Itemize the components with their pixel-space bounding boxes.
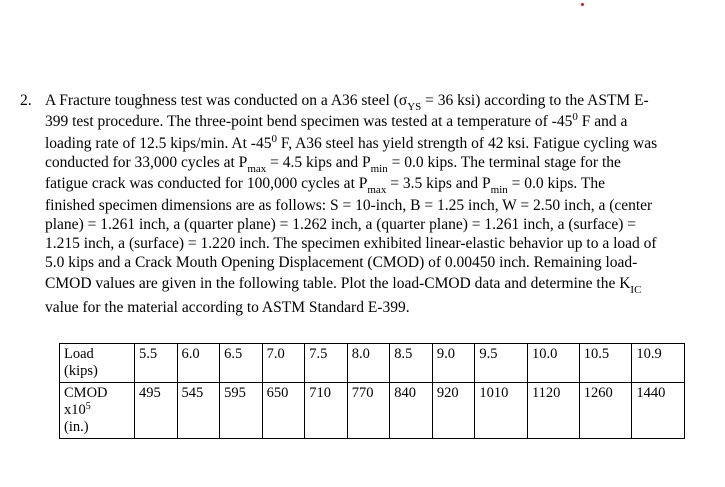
cmod-cell: 1260 [579, 383, 632, 439]
red-dot-mark [581, 3, 584, 6]
load-cell: 8.5 [390, 344, 433, 383]
question-number: 2. [20, 92, 32, 109]
cmod-cell: 1120 [527, 383, 579, 439]
load-cell: 6.5 [220, 344, 263, 383]
load-cell: 9.0 [432, 344, 475, 383]
line-2: 399 test procedure. The three-point bend specimen was tested at a temperature of $-45^0$ F and a [45, 111, 628, 130]
load-cmod-table [59, 343, 685, 439]
load-cell: 10.5 [579, 344, 632, 383]
line-6: finished specimen dimensions are as follows: S = 10-inch, B = 1.25 inch, W = 2.50 inch, a (center [45, 197, 653, 214]
cmod-cell: 1010 [475, 383, 528, 439]
load-cell: 7.5 [305, 344, 348, 383]
problem-statement [45, 91, 695, 320]
line-1: A Fracture toughness test was conducted on a A36 steel ($\sigma_{YS} = 36$ ksi) according to the ASTM E- [45, 92, 649, 113]
load-cell: 8.0 [347, 344, 390, 383]
line-3: loading rate of 12.5 kips/min. At $-45^0$ F, A36 steel has yield strength of 42 ksi. Fatigue cycling was [45, 133, 658, 152]
cmod-cell: 650 [262, 383, 305, 439]
line-4: conducted for 33,000 cycles at $P_{max} = 4.5$ kips and $P_{min} = 0.0$ kips. The terminal stage for the [45, 154, 621, 175]
cmod-header-cell: CMOD $x10^5$ (in.) [60, 383, 135, 439]
cmod-cell: 770 [347, 383, 390, 439]
table-row [60, 344, 685, 383]
load-cell: 9.5 [475, 344, 528, 383]
line-9: 5.0 kips and a Crack Mouth Opening Displacement (CMOD) of 0.00450 inch. Remaining load- [45, 254, 638, 271]
line-11: value for the material according to ASTM Standard E-399. [45, 299, 410, 316]
cmod-cell: 595 [220, 383, 263, 439]
load-cell: 7.0 [262, 344, 305, 383]
load-header-cell: Load (kips) [60, 344, 135, 383]
cmod-cell: 920 [432, 383, 475, 439]
cmod-cell: 1440 [632, 383, 685, 439]
cmod-cell: 710 [305, 383, 348, 439]
load-cell: 5.5 [135, 344, 178, 383]
line-5: fatigue crack was conducted for 100,000 cycles at $P_{max} = 3.5$ kips and $P_{min} = 0.0$ kips. The [45, 175, 605, 196]
table-row [60, 383, 685, 439]
load-cell: 6.0 [177, 344, 220, 383]
load-cell: 10.0 [527, 344, 579, 383]
line-10: CMOD values are given in the following table. Plot the load-CMOD data and determine the $K_{IC}$ [45, 275, 642, 296]
load-cell: 10.9 [632, 344, 685, 383]
cmod-cell: 840 [390, 383, 433, 439]
cmod-cell: 495 [135, 383, 178, 439]
cmod-cell: 545 [177, 383, 220, 439]
line-7: plane) = 1.261 inch, a (quarter plane) = 1.262 inch, a (quarter plane) = 1.261 inch, a (surface) = [45, 216, 637, 233]
line-8: 1.215 inch, a (surface) = 1.220 inch. The specimen exhibited linear-elastic behavior up to a load of [45, 235, 657, 252]
